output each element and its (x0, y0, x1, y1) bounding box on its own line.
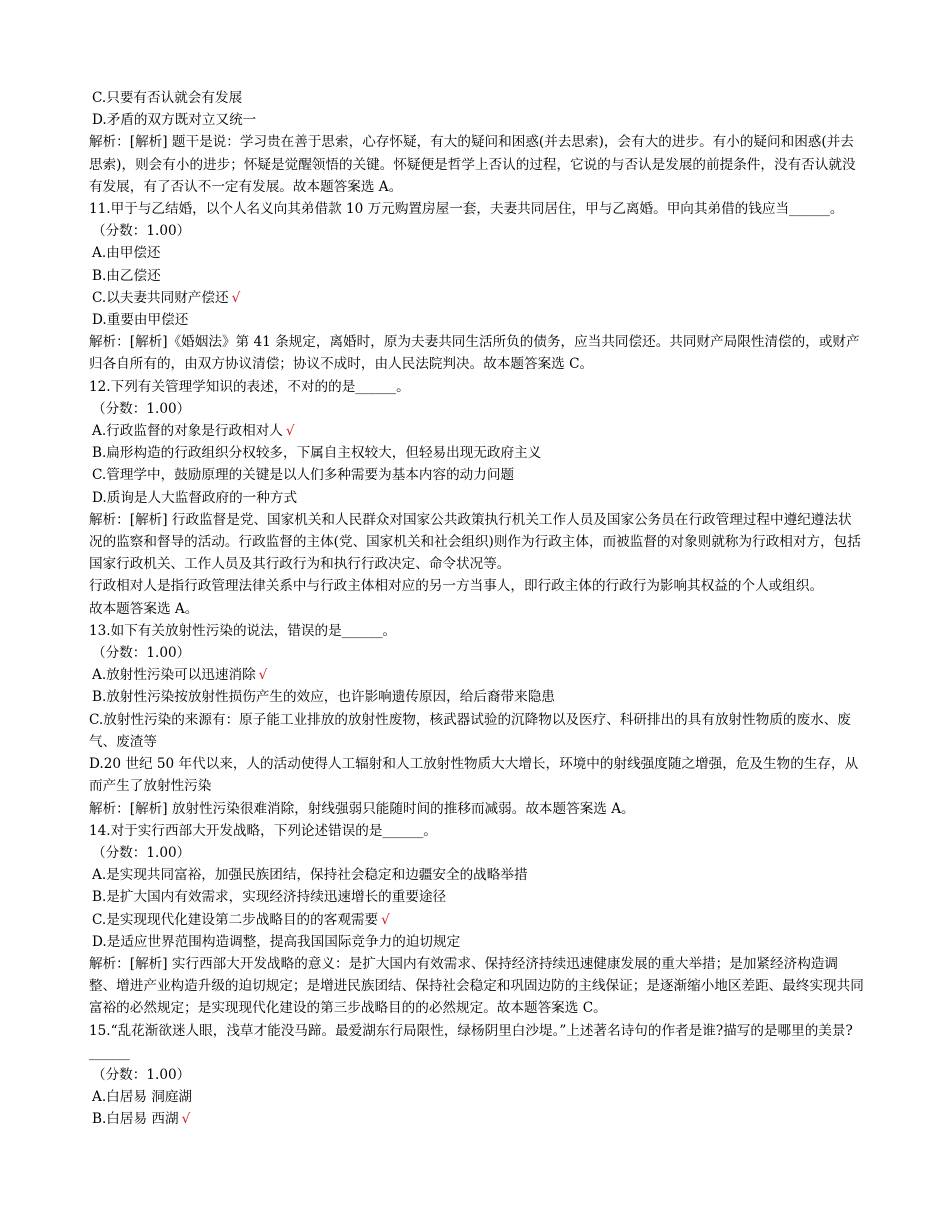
analysis-paragraph: 解析：[解析] 放射性污染很难消除，射线强弱只能随时间的推移而减弱。故本题答案选 A。 (89, 800, 635, 817)
question-stem: 13.如下有关放射性污染的说法，错误的是______。 (89, 622, 397, 639)
score-label: （分数：1.00） (92, 1066, 191, 1083)
option-b: B.放射性污染按放射性损伤产生的效应，也许影响遗传原因，给后裔带来隐患 (92, 689, 555, 706)
option-b: B.扁形构造的行政组织分权较多，下属自主权较大，但轻易出现无政府主义 (92, 445, 542, 462)
option-c: C.只要有否认就会有发展 (92, 90, 243, 106)
score-label: （分数：1.00） (92, 645, 191, 662)
score-label: （分数：1.00） (92, 844, 191, 861)
option-text: C.是实现现代化建设第二步战略目的的客观需要 (92, 911, 379, 928)
option-d: D.是适应世界范围构造调整，提高我国国际竞争力的迫切规定 (92, 933, 461, 950)
option-text: A.行政监督的对象是行政相对人 (92, 423, 283, 440)
option-text: A.放射性污染可以迅速消除 (92, 667, 256, 684)
question-stem: 14.对于实行西部大开发战略，下列论述错误的是______。 (89, 822, 437, 839)
score-label: （分数：1.00） (92, 400, 191, 417)
option-a: A.是实现共同富裕，加强民族团结，保持社会稳定和边疆安全的战略举措 (92, 867, 528, 884)
option-text: B.白居易 西湖 (92, 1111, 179, 1128)
option-c: C.放射性污染的来源有：原子能工业排放的放射性废物，核武器试验的沉降物以及医疗、科研排出的具有放射性物质的废水、废气、废渣等 (89, 711, 851, 750)
checkmark-icon: √ (258, 667, 268, 684)
option-c-correct (89, 909, 864, 931)
option-a-correct (89, 420, 864, 442)
option-c: C.管理学中，鼓励原理的关键是以人们多种需要为基本内容的动力问题 (92, 467, 515, 484)
option-c-correct (89, 287, 864, 309)
option-text: C.以夫妻共同财产偿还 (92, 289, 229, 306)
question-12 (89, 376, 864, 620)
question-stem: 15.“乱花渐欲迷人眼，浅草才能没马蹄。最爱湖东行局限性，绿杨阴里白沙堤。”上述著名诗句的作者是谁?描写的是哪里的美景?______ (89, 1022, 853, 1061)
option-a: A.白居易 洞庭湖 (92, 1089, 193, 1106)
analysis-paragraph: 解析：[解析] 行政监督是党、国家机关和人民群众对国家公共政策执行机关工作人员及国家公务员在行政管理过程中遵纪遵法状况的监察和督导的活动。行政监督的主体(党、国家机关和社会组织)则作为行政主体，而被监督的对象则就称为行政相对方，包括国家行政机关、工作人员及其行政行为和执行行政决定、命令状况等。 (89, 511, 861, 573)
option-b: B.由乙偿还 (92, 267, 161, 284)
option-b: B.是扩大国内有效需求，实现经济持续迅速增长的重要途径 (92, 889, 447, 906)
option-a-correct (89, 664, 864, 686)
analysis-paragraph: 行政相对人是指行政管理法律关系中与行政主体相对应的另一方当事人，即行政主体的行政行为影响其权益的个人或组织。 (89, 578, 824, 595)
score-label: （分数：1.00） (92, 223, 191, 240)
analysis-paragraph: 故本题答案选 A。 (89, 600, 199, 617)
analysis-paragraph: 解析：[解析] 题干是说：学习贵在善于思索，心存怀疑，有大的疑问和困惑(并去思索)，会有大的进步。有小的疑问和困惑(并去思索)，则会有小的进步；怀疑是觉醒领悟的关键。怀疑便是哲学上否认的过程，它说的与否认是发展的前提条件，没有否认就没有发展，有了否认不一定有发展。故本题答案选 A。 (89, 134, 856, 195)
option-a: A.由甲偿还 (92, 245, 161, 262)
question-15 (89, 1020, 864, 1131)
checkmark-icon: √ (285, 423, 295, 440)
checkmark-icon: √ (231, 289, 241, 306)
question-14 (89, 820, 864, 1020)
question-13 (89, 620, 864, 820)
option-d: D.质询是人大监督政府的一种方式 (92, 489, 298, 506)
option-d: D.矛盾的双方既对立又统一 (92, 112, 257, 129)
document-page (89, 87, 864, 1131)
question-stem: 12.下列有关管理学知识的表述，不对的的是______。 (89, 378, 410, 395)
option-d: D.20 世纪 50 年代以来，人的活动使得人工辐射和人工放射性物质大大增长，环境中的射线强度随之增强，危及生物的生存，从而产生了放射性污染 (89, 756, 859, 795)
option-d: D.重要由甲偿还 (92, 312, 189, 329)
question-stem: 11.甲于与乙结婚，以个人名义向其弟借款 10 万元购置房屋一套，夫妻共同居住，甲与乙离婚。甲向其弟借的钱应当______。 (89, 201, 844, 218)
option-b-correct (89, 1108, 864, 1130)
checkmark-icon: √ (381, 911, 390, 928)
analysis-paragraph: 解析：[解析] 实行西部大开发战略的意义：是扩大国内有效需求、保持经济持续迅速健康发展的重大举措；是加紧经济构造调整、增进产业构造升级的迫切规定；是增进民族团结、保持社会稳定和巩固边防的主线保证；是逐渐缩小地区差距、最终实现共同富裕的必然规定；是实现现代化建设的第三步战略目的的必然规定。故本题答案选 C。 (89, 955, 864, 1017)
question-11 (89, 198, 864, 376)
checkmark-icon: √ (181, 1111, 191, 1128)
analysis-paragraph: 解析：[解析]《婚姻法》第 41 条规定，离婚时，原为夫妻共同生活所负的债务，应当共同偿还。共同财产局限性清偿的，或财产归各自所有的，由双方协议清偿；协议不成时，由人民法院判决。故本题答案选 C。 (89, 334, 860, 373)
